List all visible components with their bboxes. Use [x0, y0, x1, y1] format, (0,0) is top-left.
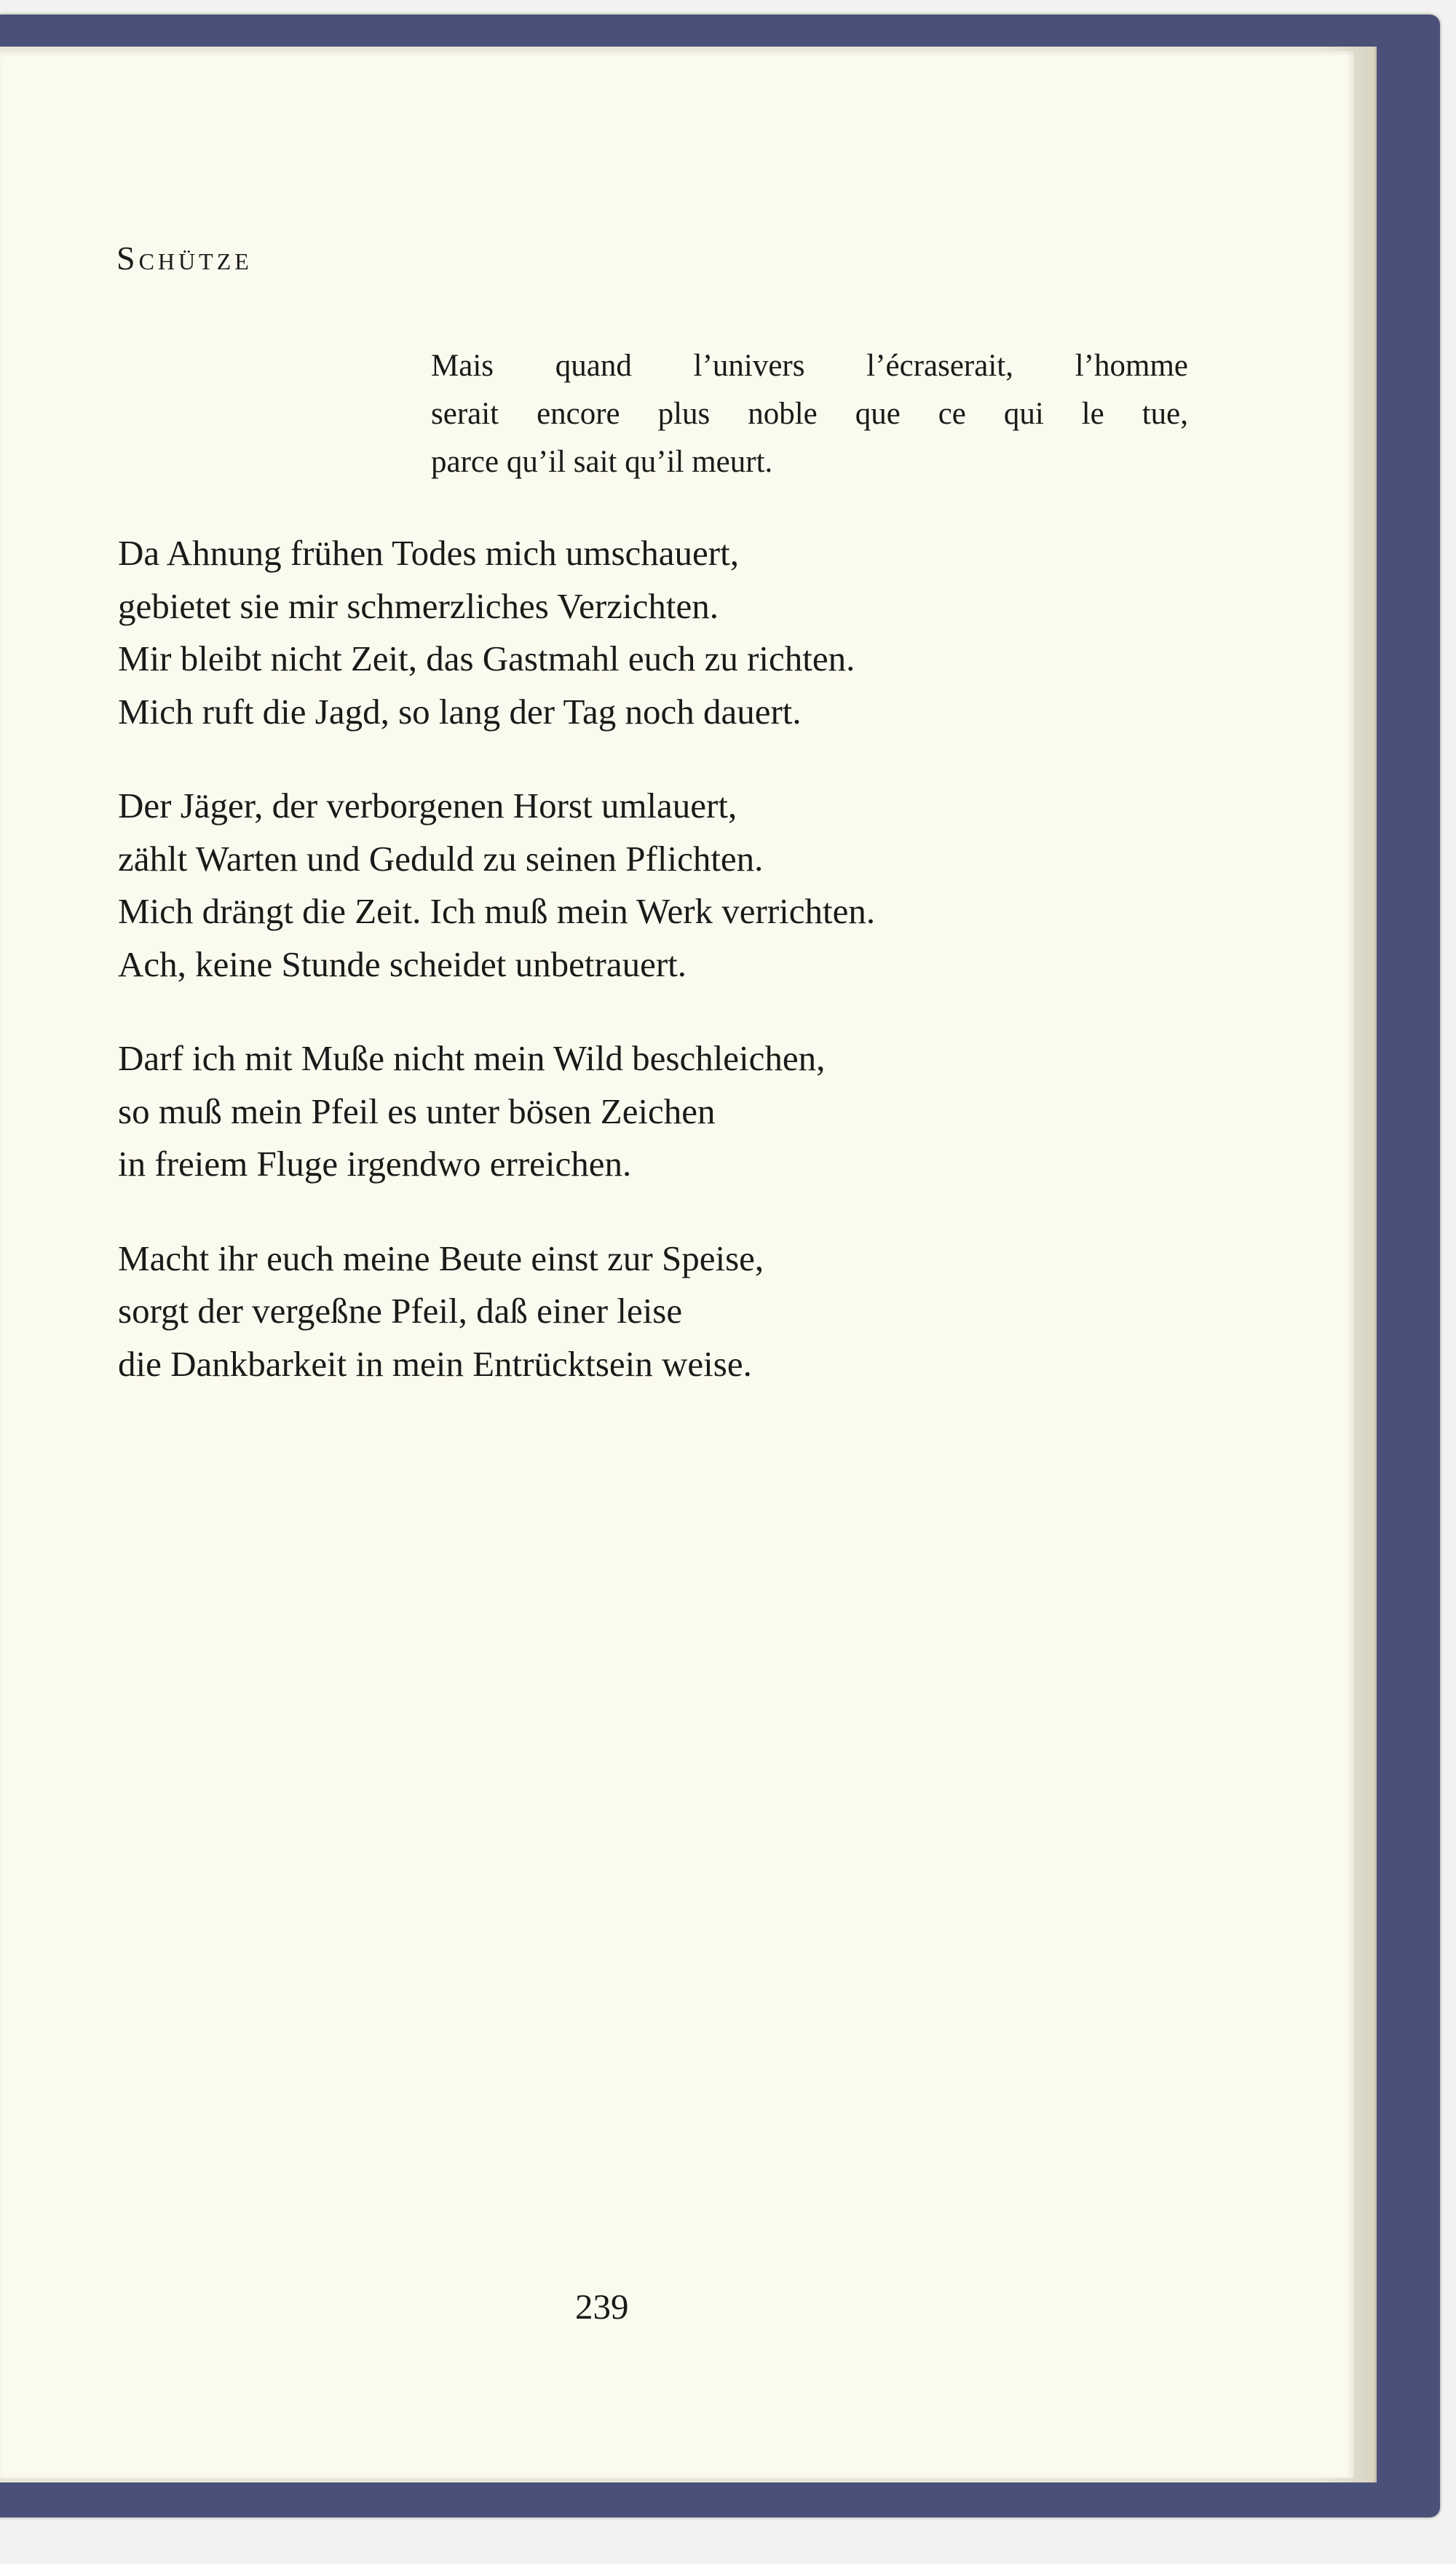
stanza: [118, 1232, 1254, 1391]
verse-line: zählt Warten und Geduld zu seinen Pflichten.: [118, 838, 764, 879]
verse-line: in freiem Fluge irgendwo erreichen.: [118, 1144, 632, 1184]
stanza: [118, 527, 1254, 738]
stanza: [118, 780, 1254, 991]
verse-line: Da Ahnung frühen Todes mich umschauert,: [118, 533, 739, 573]
epigraph-line: serait encore plus noble que ce qui le tue,: [431, 397, 1188, 431]
epigraph-line: parce qu’il sait qu’il meurt.: [431, 445, 773, 479]
verse-line: Darf ich mit Muße nicht mein Wild beschleichen,: [118, 1038, 826, 1078]
verse-line: sorgt der vergeßne Pfeil, daß einer leise: [118, 1291, 683, 1331]
page-header: Schütze: [116, 240, 253, 277]
verse-line: so muß mein Pfeil es unter bösen Zeichen: [118, 1091, 716, 1131]
verse-line: gebietet sie mir schmerzliches Verzichten.: [118, 585, 719, 626]
verse-line: Mich ruft die Jagd, so lang der Tag noch dauert.: [118, 691, 802, 732]
verse-line: Macht ihr euch meine Beute einst zur Speise,: [118, 1238, 764, 1278]
poem: [118, 527, 1254, 1432]
verse-line: Mir bleibt nicht Zeit, das Gastmahl euch zu richten.: [118, 638, 855, 678]
verse-line: Mich drängt die Zeit. Ich muß mein Werk verrichten.: [118, 891, 876, 931]
verse-line: Der Jäger, der verborgenen Horst umlauert,: [118, 786, 737, 826]
epigraph: [431, 342, 1188, 486]
epigraph-line: Mais quand l’univers l’écraserait, l’homme: [431, 349, 1188, 383]
page-number: 239: [575, 2287, 629, 2327]
verse-line: Ach, keine Stunde scheidet unbetrauert.: [118, 943, 687, 984]
verse-line: die Dankbarkeit in mein Entrücktsein weise.: [118, 1343, 752, 1384]
stanza: [118, 1032, 1254, 1191]
